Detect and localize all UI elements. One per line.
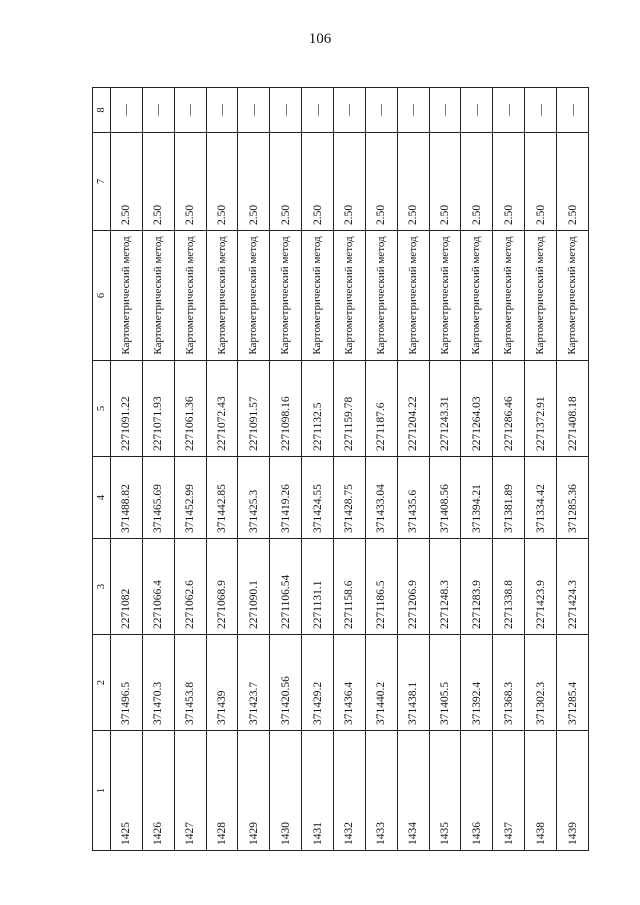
x1-cell: 371302.3 — [525, 635, 557, 731]
accuracy-cell: 2.50 — [302, 133, 334, 231]
note-cell: — — [461, 88, 493, 133]
page-number: 106 — [308, 31, 332, 47]
method-cell: Картометрический метод — [461, 231, 493, 361]
x2-cell: 371285.36 — [557, 457, 589, 539]
accuracy-cell: 2.50 — [174, 133, 206, 231]
point-number-cell: 1439 — [557, 731, 589, 851]
x2-cell: 371424.55 — [302, 457, 334, 539]
accuracy-cell: 2.50 — [365, 133, 397, 231]
table-row — [429, 88, 461, 851]
rotated-table-container — [92, 88, 589, 851]
y2-cell: 2271091.57 — [238, 361, 270, 457]
method-cell: Картометрический метод — [238, 231, 270, 361]
y2-cell: 2271286.46 — [493, 361, 525, 457]
table-row — [525, 88, 557, 851]
column-header: 3 — [93, 539, 111, 635]
point-number-cell: 1433 — [365, 731, 397, 851]
y1-cell: 2271338.8 — [493, 539, 525, 635]
y1-cell: 2271424.3 — [557, 539, 589, 635]
y1-cell: 2271131.1 — [302, 539, 334, 635]
column-header: 4 — [93, 457, 111, 539]
y1-cell: 2271106.54 — [270, 539, 302, 635]
y1-cell: 2271062.6 — [174, 539, 206, 635]
point-number-cell: 1436 — [461, 731, 493, 851]
point-number-cell: 1426 — [142, 731, 174, 851]
point-number-cell: 1428 — [206, 731, 238, 851]
x2-cell: 371452.99 — [174, 457, 206, 539]
method-cell: Картометрический метод — [493, 231, 525, 361]
accuracy-cell: 2.50 — [334, 133, 366, 231]
y2-cell: 2271159.78 — [334, 361, 366, 457]
table-row — [111, 88, 143, 851]
x2-cell: 371465.69 — [142, 457, 174, 539]
y2-cell: 2271071.93 — [142, 361, 174, 457]
y1-cell: 2271423.9 — [525, 539, 557, 635]
column-header: 8 — [93, 88, 111, 133]
method-cell: Картометрический метод — [397, 231, 429, 361]
point-number-cell: 1429 — [238, 731, 270, 851]
table-row — [270, 88, 302, 851]
x1-cell: 371285.4 — [557, 635, 589, 731]
point-number-cell: 1434 — [397, 731, 429, 851]
y2-cell: 2271091.22 — [111, 361, 143, 457]
x1-cell: 371368.3 — [493, 635, 525, 731]
method-cell: Картометрический метод — [111, 231, 143, 361]
y1-cell: 2271068.9 — [206, 539, 238, 635]
y2-cell: 2271243.31 — [429, 361, 461, 457]
table-row — [142, 88, 174, 851]
y1-cell: 2271283.9 — [461, 539, 493, 635]
table-row — [493, 88, 525, 851]
accuracy-cell: 2.50 — [397, 133, 429, 231]
y2-cell: 2271264.03 — [461, 361, 493, 457]
accuracy-cell: 2.50 — [238, 133, 270, 231]
accuracy-cell: 2.50 — [493, 133, 525, 231]
column-header: 1 — [93, 731, 111, 851]
method-cell: Картометрический метод — [557, 231, 589, 361]
x1-cell: 371439 — [206, 635, 238, 731]
table-row — [302, 88, 334, 851]
coordinates-table — [92, 87, 589, 851]
point-number-cell: 1430 — [270, 731, 302, 851]
point-number-cell: 1427 — [174, 731, 206, 851]
accuracy-cell: 2.50 — [525, 133, 557, 231]
note-cell: — — [429, 88, 461, 133]
x1-cell: 371438.1 — [397, 635, 429, 731]
note-cell: — — [365, 88, 397, 133]
note-cell: — — [302, 88, 334, 133]
point-number-cell: 1437 — [493, 731, 525, 851]
column-header: 7 — [93, 133, 111, 231]
y1-cell: 2271186.5 — [365, 539, 397, 635]
x1-cell: 371440.2 — [365, 635, 397, 731]
table-row — [334, 88, 366, 851]
y1-cell: 2271066.4 — [142, 539, 174, 635]
table-row — [238, 88, 270, 851]
table-row — [365, 88, 397, 851]
note-cell: — — [174, 88, 206, 133]
method-cell: Картометрический метод — [525, 231, 557, 361]
x2-cell: 371419.26 — [270, 457, 302, 539]
note-cell: — — [525, 88, 557, 133]
table-row — [461, 88, 493, 851]
point-number-cell: 1432 — [334, 731, 366, 851]
x2-cell: 371435.6 — [397, 457, 429, 539]
accuracy-cell: 2.50 — [270, 133, 302, 231]
y1-cell: 2271090.1 — [238, 539, 270, 635]
y2-cell: 2271204.22 — [397, 361, 429, 457]
accuracy-cell: 2.50 — [206, 133, 238, 231]
x2-cell: 371488.82 — [111, 457, 143, 539]
y2-cell: 2271098.16 — [270, 361, 302, 457]
y1-cell: 2271158.6 — [334, 539, 366, 635]
accuracy-cell: 2.50 — [429, 133, 461, 231]
method-cell: Картометрический метод — [174, 231, 206, 361]
y1-cell: 2271248.3 — [429, 539, 461, 635]
x1-cell: 371420.56 — [270, 635, 302, 731]
x1-cell: 371470.3 — [142, 635, 174, 731]
header-row — [93, 88, 111, 851]
x1-cell: 371423.7 — [238, 635, 270, 731]
x2-cell: 371394.21 — [461, 457, 493, 539]
note-cell: — — [142, 88, 174, 133]
note-cell: — — [270, 88, 302, 133]
note-cell: — — [334, 88, 366, 133]
x1-cell: 371453.8 — [174, 635, 206, 731]
note-cell: — — [557, 88, 589, 133]
note-cell: — — [111, 88, 143, 133]
method-cell: Картометрический метод — [429, 231, 461, 361]
point-number-cell: 1425 — [111, 731, 143, 851]
y2-cell: 2271072.43 — [206, 361, 238, 457]
table-row — [174, 88, 206, 851]
method-cell: Картометрический метод — [334, 231, 366, 361]
y1-cell: 2271206.9 — [397, 539, 429, 635]
accuracy-cell: 2.50 — [142, 133, 174, 231]
method-cell: Картометрический метод — [206, 231, 238, 361]
accuracy-cell: 2.50 — [461, 133, 493, 231]
y2-cell: 2271132.5 — [302, 361, 334, 457]
x1-cell: 371496.5 — [111, 635, 143, 731]
accuracy-cell: 2.50 — [557, 133, 589, 231]
x2-cell: 371408.56 — [429, 457, 461, 539]
column-header: 6 — [93, 231, 111, 361]
x2-cell: 371428.75 — [334, 457, 366, 539]
y2-cell: 2271061.36 — [174, 361, 206, 457]
y2-cell: 2271408.18 — [557, 361, 589, 457]
x2-cell: 371425.3 — [238, 457, 270, 539]
x2-cell: 371433.04 — [365, 457, 397, 539]
table-body — [111, 88, 589, 851]
note-cell: — — [206, 88, 238, 133]
x2-cell: 371381.89 — [493, 457, 525, 539]
x2-cell: 371442.85 — [206, 457, 238, 539]
accuracy-cell: 2.50 — [111, 133, 143, 231]
y2-cell: 2271372.91 — [525, 361, 557, 457]
x1-cell: 371429.2 — [302, 635, 334, 731]
x1-cell: 371405.5 — [429, 635, 461, 731]
point-number-cell: 1438 — [525, 731, 557, 851]
x1-cell: 371392.4 — [461, 635, 493, 731]
method-cell: Картометрический метод — [142, 231, 174, 361]
point-number-cell: 1431 — [302, 731, 334, 851]
y1-cell: 2271082 — [111, 539, 143, 635]
column-header: 5 — [93, 361, 111, 457]
note-cell: — — [493, 88, 525, 133]
x2-cell: 371334.42 — [525, 457, 557, 539]
note-cell: — — [238, 88, 270, 133]
method-cell: Картометрический метод — [302, 231, 334, 361]
point-number-cell: 1435 — [429, 731, 461, 851]
x1-cell: 371436.4 — [334, 635, 366, 731]
method-cell: Картометрический метод — [365, 231, 397, 361]
column-header: 2 — [93, 635, 111, 731]
table-row — [397, 88, 429, 851]
y2-cell: 2271187.6 — [365, 361, 397, 457]
note-cell: — — [397, 88, 429, 133]
table-row — [557, 88, 589, 851]
method-cell: Картометрический метод — [270, 231, 302, 361]
table-row — [206, 88, 238, 851]
